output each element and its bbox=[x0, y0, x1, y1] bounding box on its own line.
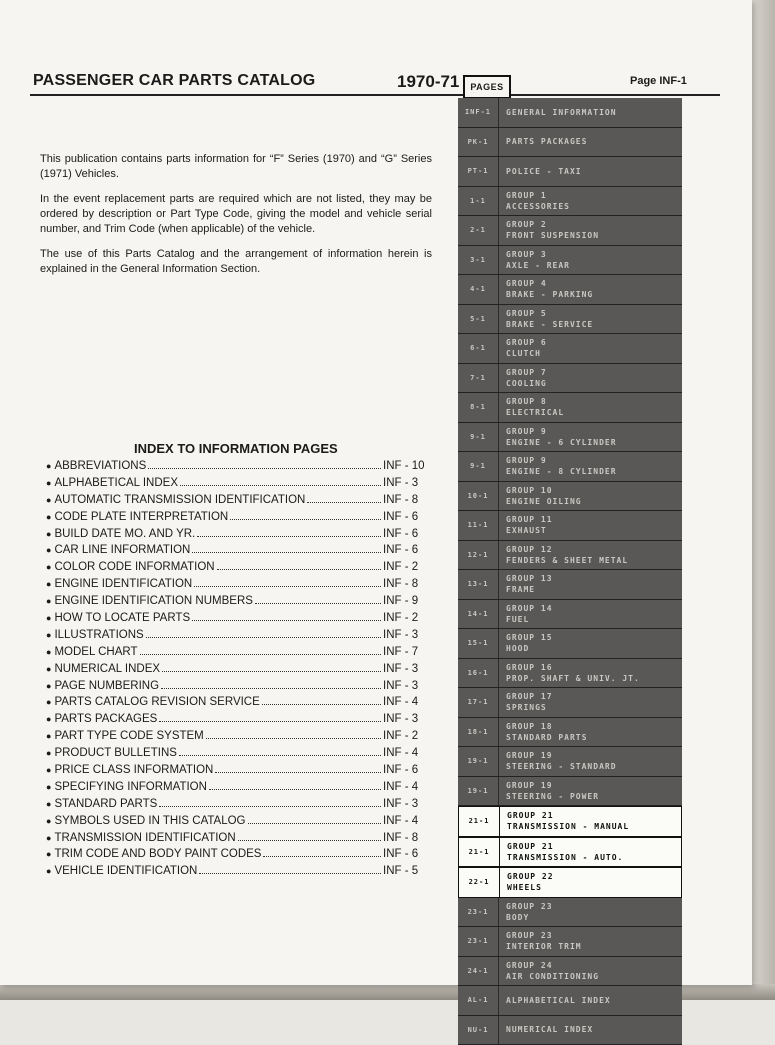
bullet-icon: ● bbox=[46, 613, 51, 623]
section-tab-label bbox=[506, 393, 678, 422]
page-header bbox=[30, 70, 720, 96]
index-entry-label: ILLUSTRATIONS bbox=[54, 629, 143, 641]
index-entry-ref: INF - 7 bbox=[383, 646, 431, 658]
section-tab-code: PK-1 bbox=[458, 128, 499, 157]
section-tab-line2: ELECTRICAL bbox=[506, 407, 678, 418]
section-tab[interactable] bbox=[458, 187, 682, 217]
index-entry[interactable] bbox=[46, 576, 431, 593]
section-tab-code: 1-1 bbox=[458, 187, 499, 216]
intro-paragraph: This publication contains parts information for “F” Series (1970) and “G” Series (1971) Vehicles. bbox=[40, 152, 432, 182]
index-entry[interactable] bbox=[46, 526, 431, 543]
section-tab-line2: FRONT SUSPENSION bbox=[506, 230, 678, 241]
section-tab[interactable] bbox=[458, 98, 682, 128]
bullet-icon: ● bbox=[46, 697, 51, 707]
section-tab[interactable] bbox=[458, 688, 682, 718]
section-tab-code: 8-1 bbox=[458, 393, 499, 422]
section-tab-line1: GROUP 12 bbox=[506, 544, 678, 555]
section-tab-line1: GENERAL INFORMATION bbox=[506, 107, 678, 118]
section-tab[interactable] bbox=[458, 128, 682, 158]
index-entry-label: TRIM CODE AND BODY PAINT CODES bbox=[54, 848, 261, 860]
index-entry-ref: INF - 4 bbox=[383, 696, 431, 708]
section-tab-code: 23-1 bbox=[458, 898, 499, 927]
section-tab[interactable] bbox=[458, 986, 682, 1016]
dot-leader bbox=[238, 830, 381, 841]
index-entry-label: STANDARD PARTS bbox=[54, 798, 157, 810]
index-entry[interactable] bbox=[46, 711, 431, 728]
section-tab-line1: GROUP 7 bbox=[506, 367, 678, 378]
section-tab-line2: ENGINE - 8 CYLINDER bbox=[506, 466, 678, 477]
index-entry-label: ENGINE IDENTIFICATION NUMBERS bbox=[54, 595, 253, 607]
section-tab-code: 4-1 bbox=[458, 275, 499, 304]
section-tab[interactable] bbox=[458, 659, 682, 689]
index-entry-ref: INF - 4 bbox=[383, 781, 431, 793]
section-tab[interactable] bbox=[458, 246, 682, 276]
bullet-icon: ● bbox=[46, 596, 51, 606]
section-tab-line2: ACCESSORIES bbox=[506, 201, 678, 212]
section-tab-label bbox=[506, 957, 678, 986]
section-tab-line2: WHEELS bbox=[507, 882, 677, 893]
section-tab[interactable] bbox=[458, 305, 682, 335]
section-tab-label bbox=[507, 807, 677, 836]
section-tab-label bbox=[506, 718, 678, 747]
section-tab-code: 12-1 bbox=[458, 541, 499, 570]
dot-leader bbox=[209, 779, 381, 790]
dot-leader bbox=[199, 863, 381, 874]
index-entry-ref: INF - 2 bbox=[383, 612, 431, 624]
section-tab-line2: FENDERS & SHEET METAL bbox=[506, 555, 678, 566]
index-entry-label: SYMBOLS USED IN THIS CATALOG bbox=[54, 815, 245, 827]
index-entry-ref: INF - 2 bbox=[383, 730, 431, 742]
index-entry-ref: INF - 8 bbox=[383, 494, 431, 506]
index-entry-ref: INF - 3 bbox=[383, 663, 431, 675]
index-entry[interactable] bbox=[46, 492, 431, 509]
section-tab-line2: FRAME bbox=[506, 584, 678, 595]
section-tab-label bbox=[506, 688, 678, 717]
section-tab[interactable] bbox=[458, 364, 682, 394]
bullet-icon: ● bbox=[46, 681, 51, 691]
index-entry-label: HOW TO LOCATE PARTS bbox=[54, 612, 190, 624]
dot-leader bbox=[230, 509, 381, 520]
section-tab-line2: TRANSMISSION - AUTO. bbox=[507, 852, 677, 863]
section-tab-line2: STEERING - STANDARD bbox=[506, 761, 678, 772]
section-tab-label bbox=[507, 838, 677, 867]
section-tab-line1: GROUP 1 bbox=[506, 190, 678, 201]
section-tab-line2: FUEL bbox=[506, 614, 678, 625]
section-tab-code: 11-1 bbox=[458, 511, 499, 540]
bullet-icon: ● bbox=[46, 866, 51, 876]
dot-leader bbox=[197, 526, 381, 537]
catalog-years: 1970-71 bbox=[397, 72, 459, 92]
section-tab-line1: ALPHABETICAL INDEX bbox=[506, 995, 678, 1006]
index-entry-ref: INF - 3 bbox=[383, 713, 431, 725]
dot-leader bbox=[192, 542, 381, 553]
section-tab-line1: NUMERICAL INDEX bbox=[506, 1024, 678, 1035]
index-entry[interactable] bbox=[46, 475, 431, 492]
section-tab-line1: GROUP 16 bbox=[506, 662, 678, 673]
dot-leader bbox=[159, 796, 381, 807]
section-tab-line1: GROUP 4 bbox=[506, 278, 678, 289]
section-tab[interactable] bbox=[458, 600, 682, 630]
section-tab[interactable] bbox=[458, 718, 682, 748]
section-tab[interactable] bbox=[458, 452, 682, 482]
section-tab-label bbox=[507, 868, 677, 897]
dot-leader bbox=[262, 694, 381, 705]
index-entry-ref: INF - 8 bbox=[383, 832, 431, 844]
section-tab[interactable] bbox=[458, 927, 682, 957]
bullet-icon: ● bbox=[46, 664, 51, 674]
section-tab[interactable] bbox=[458, 482, 682, 512]
bullet-icon: ● bbox=[46, 799, 51, 809]
index-entry-ref: INF - 6 bbox=[383, 764, 431, 776]
dot-leader bbox=[217, 559, 381, 570]
section-tab-line1: GROUP 11 bbox=[506, 514, 678, 525]
section-tab-code: 9-1 bbox=[458, 423, 499, 452]
section-tab-line1: GROUP 6 bbox=[506, 337, 678, 348]
section-tab-line1: GROUP 5 bbox=[506, 308, 678, 319]
index-entry-ref: INF - 5 bbox=[383, 865, 431, 877]
index-entry[interactable] bbox=[46, 830, 431, 847]
section-tab-line1: GROUP 18 bbox=[506, 721, 678, 732]
dot-leader bbox=[255, 593, 381, 604]
section-tab-line2: STANDARD PARTS bbox=[506, 732, 678, 743]
index-entry-ref: INF - 3 bbox=[383, 798, 431, 810]
dot-leader bbox=[148, 458, 381, 469]
section-tab-line1: GROUP 9 bbox=[506, 426, 678, 437]
section-tab-code: 19-1 bbox=[458, 747, 499, 776]
index-entry[interactable] bbox=[46, 846, 431, 863]
section-tab-code: 2-1 bbox=[458, 216, 499, 245]
section-tab-code: PT-1 bbox=[458, 157, 499, 186]
index-entry-ref: INF - 4 bbox=[383, 815, 431, 827]
section-tab-code: 13-1 bbox=[458, 570, 499, 599]
dot-leader bbox=[179, 745, 381, 756]
section-tab-code: 19-1 bbox=[458, 777, 499, 806]
section-tab-code: 16-1 bbox=[458, 659, 499, 688]
index-entry-label: BUILD DATE MO. AND YR. bbox=[54, 528, 195, 540]
bullet-icon: ● bbox=[46, 647, 51, 657]
section-tab-line2: PROP. SHAFT & UNIV. JT. bbox=[506, 673, 678, 684]
section-tab-label bbox=[506, 157, 678, 186]
dot-leader bbox=[263, 846, 381, 857]
section-tab-column bbox=[458, 98, 682, 1045]
section-tab-line2: COOLING bbox=[506, 378, 678, 389]
index-entry-ref: INF - 8 bbox=[383, 578, 431, 590]
index-entry-ref: INF - 3 bbox=[383, 477, 431, 489]
index-entry-label: PART TYPE CODE SYSTEM bbox=[54, 730, 203, 742]
section-tab-code: 6-1 bbox=[458, 334, 499, 363]
index-entry-label: MODEL CHART bbox=[54, 646, 137, 658]
dot-leader bbox=[159, 711, 381, 722]
index-entry-label: SPECIFYING INFORMATION bbox=[54, 781, 207, 793]
bullet-icon: ● bbox=[46, 495, 51, 505]
section-tab-label bbox=[506, 986, 678, 1015]
page-number: Page INF-1 bbox=[630, 75, 687, 87]
bullet-icon: ● bbox=[46, 545, 51, 555]
section-tab-line2: BODY bbox=[506, 912, 678, 923]
section-tab-label bbox=[506, 511, 678, 540]
section-tab[interactable] bbox=[458, 837, 682, 868]
section-tab[interactable] bbox=[458, 275, 682, 305]
section-tab-line1: GROUP 8 bbox=[506, 396, 678, 407]
section-tab-label bbox=[506, 423, 678, 452]
intro-paragraph: In the event replacement parts are required which are not listed, they may be ordered by description or Part Type Code, giving the model and vehicle serial number, and Trim Code (when applicable) of the vehicle. bbox=[40, 192, 432, 237]
section-tab-code: NU-1 bbox=[458, 1016, 499, 1045]
section-tab-line1: GROUP 21 bbox=[507, 841, 677, 852]
index-entry-label: PRODUCT BULLETINS bbox=[54, 747, 176, 759]
section-tab-code: 21-1 bbox=[459, 838, 500, 867]
section-tab-line1: GROUP 23 bbox=[506, 901, 678, 912]
section-tab[interactable] bbox=[458, 423, 682, 453]
dot-leader bbox=[192, 610, 381, 621]
index-entry[interactable] bbox=[46, 678, 431, 695]
index-entry[interactable] bbox=[46, 796, 431, 813]
section-tab-line2: TRANSMISSION - MANUAL bbox=[507, 821, 677, 832]
bullet-icon: ● bbox=[46, 562, 51, 572]
index-entry[interactable] bbox=[46, 813, 431, 830]
section-tab-label bbox=[506, 187, 678, 216]
index-entry-ref: INF - 9 bbox=[383, 595, 431, 607]
section-tab-label bbox=[506, 570, 678, 599]
dot-leader bbox=[140, 644, 381, 655]
section-tab-line1: GROUP 3 bbox=[506, 249, 678, 260]
section-tab-line1: GROUP 19 bbox=[506, 780, 678, 791]
index-entry-label: NUMERICAL INDEX bbox=[54, 663, 160, 675]
section-tab-line2: AXLE - REAR bbox=[506, 260, 678, 271]
section-tab-label bbox=[506, 275, 678, 304]
index-list bbox=[46, 458, 431, 880]
index-entry-label: CODE PLATE INTERPRETATION bbox=[54, 511, 228, 523]
section-tab-label bbox=[506, 747, 678, 776]
bullet-icon: ● bbox=[46, 630, 51, 640]
section-tab-code: 10-1 bbox=[458, 482, 499, 511]
index-entry[interactable] bbox=[46, 593, 431, 610]
section-tab-label bbox=[506, 128, 678, 157]
section-tab-line1: POLICE - TAXI bbox=[506, 166, 678, 177]
index-entry-label: TRANSMISSION IDENTIFICATION bbox=[54, 832, 235, 844]
index-entry[interactable] bbox=[46, 661, 431, 678]
section-tab[interactable] bbox=[458, 629, 682, 659]
right-page-edge bbox=[751, 0, 775, 1000]
dot-leader bbox=[248, 813, 381, 824]
index-entry[interactable] bbox=[46, 559, 431, 576]
section-tab-line1: GROUP 15 bbox=[506, 632, 678, 643]
section-tab[interactable] bbox=[458, 1016, 682, 1045]
section-tab-label bbox=[506, 541, 678, 570]
index-entry[interactable] bbox=[46, 762, 431, 779]
section-tab-label bbox=[506, 898, 678, 927]
index-entry-ref: INF - 4 bbox=[383, 747, 431, 759]
dot-leader bbox=[162, 661, 381, 672]
section-tab-line1: GROUP 24 bbox=[506, 960, 678, 971]
pages-tab-header: PAGES bbox=[463, 75, 511, 99]
section-tab-line2: EXHAUST bbox=[506, 525, 678, 536]
section-tab-line2: BRAKE - SERVICE bbox=[506, 319, 678, 330]
intro-text bbox=[40, 152, 432, 287]
section-tab-label bbox=[506, 600, 678, 629]
index-entry-ref: INF - 2 bbox=[383, 561, 431, 573]
section-tab[interactable] bbox=[458, 216, 682, 246]
index-entry-label: PARTS PACKAGES bbox=[54, 713, 157, 725]
section-tab-label bbox=[506, 452, 678, 481]
bullet-icon: ● bbox=[46, 478, 51, 488]
bullet-icon: ● bbox=[46, 748, 51, 758]
section-tab-line2: STEERING - POWER bbox=[506, 791, 678, 802]
section-tab-code: 18-1 bbox=[458, 718, 499, 747]
section-tab-line1: GROUP 23 bbox=[506, 930, 678, 941]
section-tab-line2: ENGINE - 6 CYLINDER bbox=[506, 437, 678, 448]
section-tab-line1: GROUP 10 bbox=[506, 485, 678, 496]
index-entry[interactable] bbox=[46, 458, 431, 475]
section-tab[interactable] bbox=[458, 541, 682, 571]
section-tab-label bbox=[506, 98, 678, 127]
section-tab-code: 23-1 bbox=[458, 927, 499, 956]
dot-leader bbox=[307, 492, 381, 503]
section-tab-code: INF-1 bbox=[458, 98, 499, 127]
section-tab[interactable] bbox=[458, 570, 682, 600]
section-tab-label bbox=[506, 629, 678, 658]
index-entry-label: PARTS CATALOG REVISION SERVICE bbox=[54, 696, 259, 708]
section-tab-code: 5-1 bbox=[458, 305, 499, 334]
section-tab-label bbox=[506, 334, 678, 363]
index-entry-ref: INF - 3 bbox=[383, 680, 431, 692]
section-tab-label bbox=[506, 1016, 678, 1045]
section-tab-code: 14-1 bbox=[458, 600, 499, 629]
bullet-icon: ● bbox=[46, 816, 51, 826]
page-title: PASSENGER CAR PARTS CATALOG bbox=[33, 72, 315, 90]
section-tab[interactable] bbox=[458, 747, 682, 777]
section-tab[interactable] bbox=[458, 777, 682, 807]
section-tab-line2: SPRINGS bbox=[506, 702, 678, 713]
section-tab-label bbox=[506, 659, 678, 688]
section-tab-code: 15-1 bbox=[458, 629, 499, 658]
section-tab[interactable] bbox=[458, 334, 682, 364]
section-tab-line1: GROUP 2 bbox=[506, 219, 678, 230]
section-tab-label bbox=[506, 246, 678, 275]
index-entry[interactable] bbox=[46, 863, 431, 880]
bullet-icon: ● bbox=[46, 529, 51, 539]
index-entry[interactable] bbox=[46, 644, 431, 661]
bullet-icon: ● bbox=[46, 833, 51, 843]
section-tab-line1: GROUP 13 bbox=[506, 573, 678, 584]
index-entry[interactable] bbox=[46, 779, 431, 796]
dot-leader bbox=[215, 762, 381, 773]
index-entry[interactable] bbox=[46, 745, 431, 762]
section-tab-code: 3-1 bbox=[458, 246, 499, 275]
section-tab[interactable] bbox=[458, 957, 682, 987]
section-tab-label bbox=[506, 482, 678, 511]
bullet-icon: ● bbox=[46, 714, 51, 724]
dot-leader bbox=[194, 576, 381, 587]
bullet-icon: ● bbox=[46, 849, 51, 859]
dot-leader bbox=[180, 475, 381, 486]
dot-leader bbox=[146, 627, 381, 638]
section-tab-code: AL-1 bbox=[458, 986, 499, 1015]
section-tab-code: 9-1 bbox=[458, 452, 499, 481]
index-heading: INDEX TO INFORMATION PAGES bbox=[134, 441, 338, 456]
index-entry[interactable] bbox=[46, 610, 431, 627]
index-entry-label: ENGINE IDENTIFICATION bbox=[54, 578, 192, 590]
section-tab-line1: GROUP 9 bbox=[506, 455, 678, 466]
bullet-icon: ● bbox=[46, 731, 51, 741]
section-tab-label bbox=[506, 216, 678, 245]
index-entry[interactable] bbox=[46, 542, 431, 559]
section-tab-line2: INTERIOR TRIM bbox=[506, 941, 678, 952]
index-entry[interactable] bbox=[46, 509, 431, 526]
index-entry-ref: INF - 3 bbox=[383, 629, 431, 641]
section-tab-line1: GROUP 14 bbox=[506, 603, 678, 614]
index-entry[interactable] bbox=[46, 728, 431, 745]
index-entry-ref: INF - 10 bbox=[383, 460, 431, 472]
index-entry-label: ABBREVIATIONS bbox=[54, 460, 146, 472]
section-tab-code: 24-1 bbox=[458, 957, 499, 986]
section-tab-code: 17-1 bbox=[458, 688, 499, 717]
section-tab[interactable] bbox=[458, 898, 682, 928]
section-tab[interactable] bbox=[458, 806, 682, 837]
section-tab-label bbox=[506, 364, 678, 393]
index-entry-ref: INF - 6 bbox=[383, 528, 431, 540]
section-tab-line1: PARTS PACKAGES bbox=[506, 136, 678, 147]
intro-paragraph: The use of this Parts Catalog and the arrangement of information herein is explained in the General Information Section. bbox=[40, 247, 432, 277]
section-tab-line1: GROUP 21 bbox=[507, 810, 677, 821]
section-tab-line2: HOOD bbox=[506, 643, 678, 654]
section-tab[interactable] bbox=[458, 157, 682, 187]
dot-leader bbox=[161, 678, 381, 689]
index-entry[interactable] bbox=[46, 694, 431, 711]
section-tab-label bbox=[506, 777, 678, 806]
index-entry-label: AUTOMATIC TRANSMISSION IDENTIFICATION bbox=[54, 494, 305, 506]
index-entry-label: VEHICLE IDENTIFICATION bbox=[54, 865, 197, 877]
section-tab-label bbox=[506, 927, 678, 956]
bullet-icon: ● bbox=[46, 765, 51, 775]
bullet-icon: ● bbox=[46, 512, 51, 522]
section-tab-code: 21-1 bbox=[459, 807, 500, 836]
section-tab[interactable] bbox=[458, 511, 682, 541]
bullet-icon: ● bbox=[46, 782, 51, 792]
section-tab-line2: CLUTCH bbox=[506, 348, 678, 359]
section-tab-line1: GROUP 17 bbox=[506, 691, 678, 702]
section-tab-line2: BRAKE - PARKING bbox=[506, 289, 678, 300]
index-entry-label: CAR LINE INFORMATION bbox=[54, 544, 190, 556]
bullet-icon: ● bbox=[46, 579, 51, 589]
index-entry-ref: INF - 6 bbox=[383, 511, 431, 523]
section-tab[interactable] bbox=[458, 393, 682, 423]
index-entry[interactable] bbox=[46, 627, 431, 644]
index-entry-ref: INF - 6 bbox=[383, 544, 431, 556]
dot-leader bbox=[206, 728, 381, 739]
index-entry-ref: INF - 6 bbox=[383, 848, 431, 860]
section-tab-code: 22-1 bbox=[459, 868, 500, 897]
index-entry-label: PRICE CLASS INFORMATION bbox=[54, 764, 213, 776]
index-entry-label: PAGE NUMBERING bbox=[54, 680, 159, 692]
section-tab-line1: GROUP 19 bbox=[506, 750, 678, 761]
index-entry-label: COLOR CODE INFORMATION bbox=[54, 561, 214, 573]
section-tab-line2: AIR CONDITIONING bbox=[506, 971, 678, 982]
section-tab[interactable] bbox=[458, 867, 682, 898]
section-tab-code: 7-1 bbox=[458, 364, 499, 393]
section-tab-line2: ENGINE OILING bbox=[506, 496, 678, 507]
index-entry-label: ALPHABETICAL INDEX bbox=[54, 477, 178, 489]
bullet-icon: ● bbox=[46, 461, 51, 471]
section-tab-label bbox=[506, 305, 678, 334]
section-tab-line1: GROUP 22 bbox=[507, 871, 677, 882]
